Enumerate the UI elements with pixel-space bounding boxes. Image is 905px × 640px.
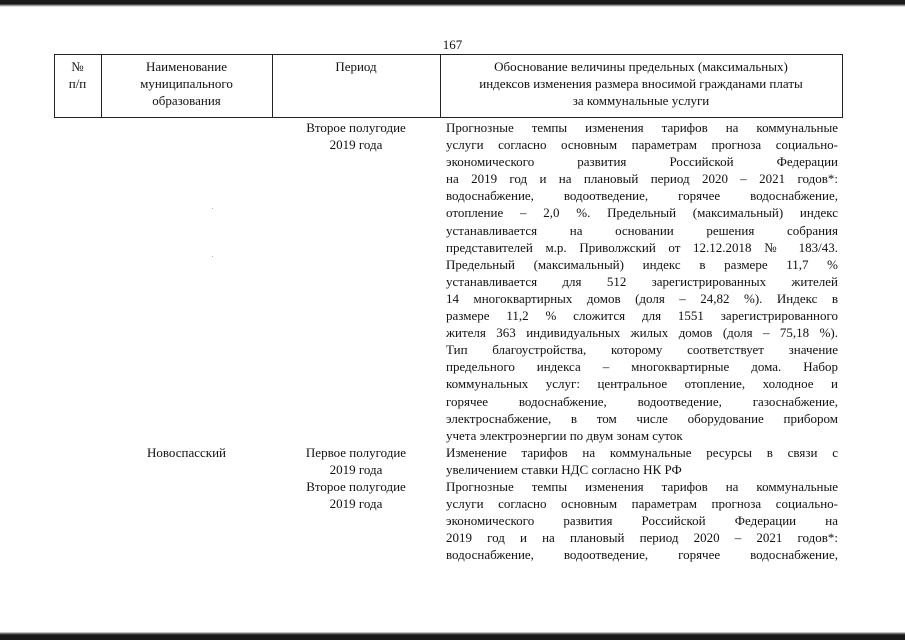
row-2-period <box>272 444 440 478</box>
justification-line: Тип благоустройства, которому соответствует значение <box>446 342 838 358</box>
header-municipality-line: образования <box>152 93 221 108</box>
period-line: Первое полугодие <box>305 445 407 460</box>
period-line: Второе полугодие <box>306 479 406 494</box>
row-1-period <box>272 119 440 153</box>
justification-line: размере 11,2 % сложится для 1551 зарегистрированного <box>446 308 838 324</box>
justification-line: отопление – 2,0 %. Предельный (максимальный) индекс <box>446 205 838 221</box>
justification-line: экономического развития Российской Федерации на <box>446 513 838 529</box>
justification-line: электроснабжение, в том числе оборудование прибором <box>446 410 838 426</box>
scan-top-edge <box>0 0 905 7</box>
table-top-border <box>54 54 842 55</box>
header-municipality <box>101 58 272 109</box>
justification-line: водоснабжение, водоотведение, горячее водоснабжение, <box>446 547 838 563</box>
table-right-border <box>842 54 843 118</box>
period-line: 2019 года <box>329 462 383 478</box>
justification-line: экономического развития Российской Федерации <box>446 154 838 170</box>
page-number: 167 <box>442 37 463 52</box>
row-2-municipality: Новоспасский <box>146 445 227 460</box>
justification-line: водоснабжение, водоотведение, горячее водоснабжение, <box>446 188 838 204</box>
justification-line: жителя 363 индивидуальных жилых домов (доля – 75,18 %). <box>446 325 838 341</box>
row-3-period <box>272 478 440 512</box>
justification-line: увеличением ставки НДС согласно НК РФ <box>446 462 682 478</box>
period-line: 2019 года <box>329 496 383 512</box>
header-justification <box>440 58 842 109</box>
justification-line: устанавливается для 512 зарегистрированных жителей <box>446 273 838 289</box>
header-justification-line: индексов изменения размера вносимой гражданами платы <box>479 76 803 91</box>
justification-line: Прогнозные темпы изменения тарифов на коммунальные <box>446 120 838 135</box>
period-line: 2019 года <box>329 137 383 153</box>
justification-line: услуги согласно основным параметрам прогноза социально- <box>446 496 838 512</box>
header-justification-line: Обоснование величины предельных (максимальных) <box>494 59 788 74</box>
justification-line: 2019 год и на плановый период 2020 – 2021 годов*: <box>446 530 838 546</box>
header-number-line: № <box>71 59 84 74</box>
justification-line: предельного индекса – многоквартирные дома. Набор <box>446 359 838 375</box>
scan-speck <box>212 256 213 257</box>
header-justification-line: за коммунальные услуги <box>572 93 710 108</box>
table-header-bottom-border <box>54 117 842 118</box>
header-number <box>54 58 101 92</box>
justification-line: услуги согласно основным параметрам прогноза социально- <box>446 137 838 153</box>
header-number-line: п/п <box>68 76 87 91</box>
justification-line: на 2019 год и на плановый период 2020 – 2021 годов*: <box>446 171 838 187</box>
justification-line: учета электроэнергии по двум зонам суток <box>446 427 683 443</box>
period-line: Второе полугодие <box>306 120 406 135</box>
header-municipality-line: Наименование <box>146 59 227 74</box>
header-period <box>272 58 440 75</box>
header-period-line: Период <box>335 59 377 74</box>
justification-line: представителей м.р. Приволжский от 12.12.2018 № 183/43. <box>446 239 838 255</box>
justification-line: горячее водоснабжение, водоотведение, газоснабжение, <box>446 393 838 409</box>
scan-bottom-edge <box>0 632 905 640</box>
justification-line: устанавливается на основании решения собрания <box>446 222 838 238</box>
header-municipality-line: муниципального <box>140 76 233 91</box>
justification-line: Изменение тарифов на коммунальные ресурсы в связи с <box>446 445 838 460</box>
row-1-justification <box>446 119 838 444</box>
row-3-justification <box>446 478 838 563</box>
justification-line: коммунальных услуг: центральное отопление, холодное и <box>446 376 838 392</box>
justification-line: Прогнозные темпы изменения тарифов на коммунальные <box>446 479 838 494</box>
row-2-justification <box>446 444 838 478</box>
scan-speck <box>212 208 213 209</box>
justification-line: 14 многоквартирных домов (доля – 24,82 %). Индекс в <box>446 290 838 306</box>
justification-line: Предельный (максимальный) индекс в размере 11,7 % <box>446 256 838 272</box>
